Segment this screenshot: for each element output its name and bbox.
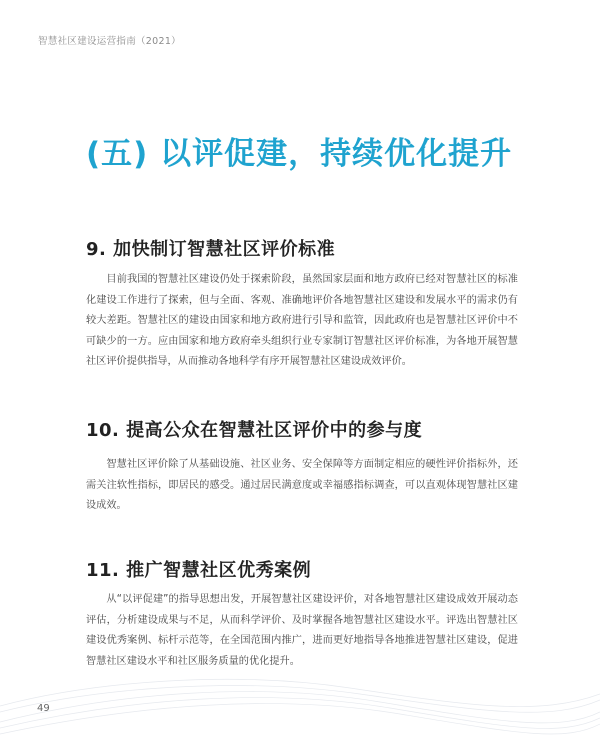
section-body: 从“以评促建”的指导思想出发，开展智慧社区建设评价，对各地智慧社区建设成效开展动态评估，分析建设成果与不足，从而科学评价、及时掌握各地智慧社区建设水平。评选出智慧社区建设优秀案例、标杆示范等，在全国范围内推广，进而更好地指导各地推进智慧社区建设，促进智慧社区建设水平和社区服务质量的优化提升。 — [86, 594, 518, 667]
chapter-title: (五) 以评促建，持续优化提升 — [86, 136, 513, 172]
page-number: 49 — [37, 703, 50, 714]
section-heading: 10. 提高公众在智慧社区评价中的参与度 — [86, 420, 423, 441]
section-body: 目前我国的智慧社区建设仍处于探索阶段，虽然国家层面和地方政府已经对智慧社区的标准化建设工作进行了探索，但与全面、客观、准确地评价各地智慧社区建设和发展水平的需求仍有较大差距。智慧社区的建设由国家和地方政府进行引导和监管，因此政府也是智慧社区评价中不可缺少的一方。应由国家和地方政府牵头组织行业专家制订智慧社区评价标准，为各地开展智慧社区评价提供指导，从而推动各地科学有序开展智慧社区建设成效评价。 — [86, 274, 518, 367]
running-header: 智慧社区建设运营指南（2021） — [38, 36, 181, 47]
section-body: 智慧社区评价除了从基础设施、社区业务、安全保障等方面制定相应的硬性评价指标外，还需关注软性指标，即居民的感受。通过居民满意度或幸福感指标调查，可以直观体现智慧社区建设成效。 — [86, 459, 518, 511]
section-heading: 11. 推广智慧社区优秀案例 — [86, 560, 312, 581]
decorative-wave-lines — [0, 572, 600, 742]
section-heading: 9. 加快制订智慧社区评价标准 — [86, 239, 336, 260]
